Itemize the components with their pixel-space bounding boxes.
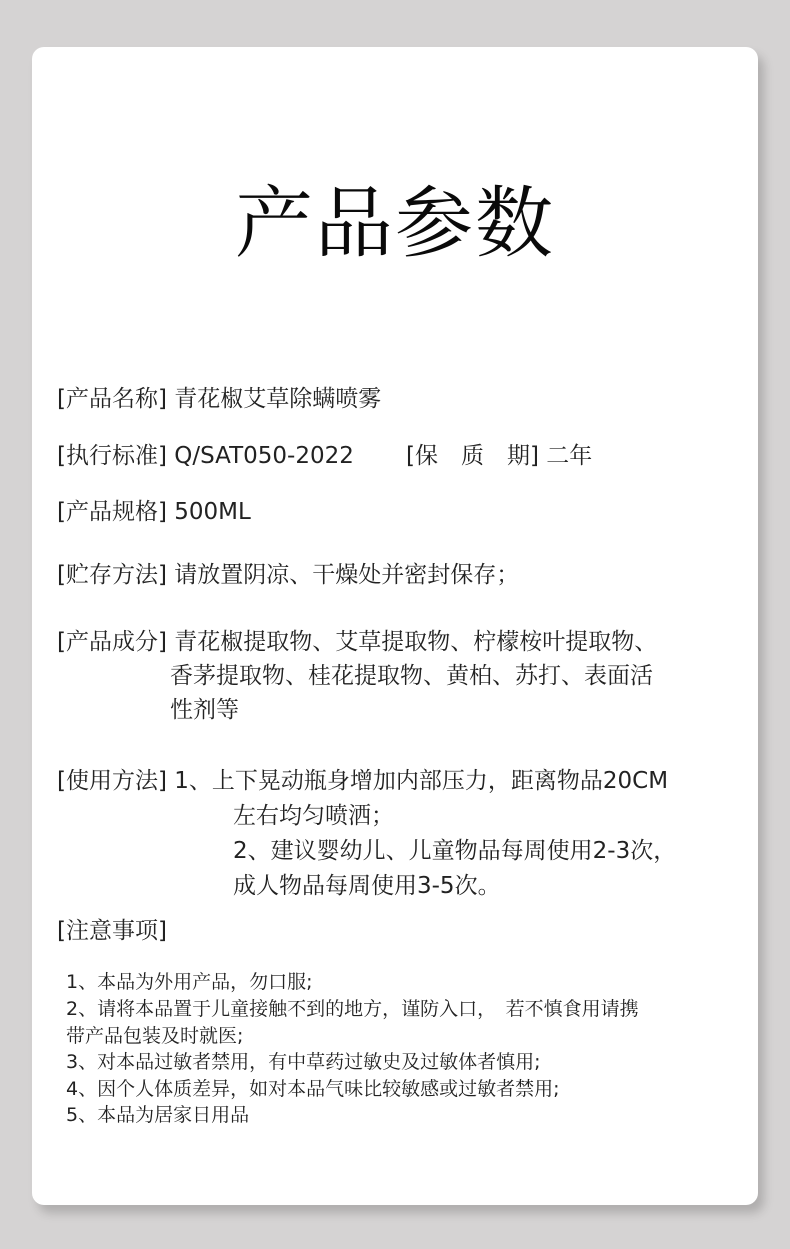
usage-line: 成人物品每周使用3-5次。 xyxy=(233,873,501,899)
page-title: 产品参数 xyxy=(234,179,555,269)
storage-row xyxy=(57,558,519,592)
product-name-row xyxy=(57,382,381,416)
spec-value: 500ML xyxy=(174,499,251,525)
spec-row xyxy=(57,495,251,529)
ingredients-label: [产品成分] xyxy=(57,629,167,655)
spec-label: [产品规格] xyxy=(57,499,167,525)
notes-label: [注意事项] xyxy=(57,918,167,944)
ingredients-line: 香茅提取物、桂花提取物、黄柏、苏打、表面活 xyxy=(170,663,653,689)
shelf-life-label: [保 质 期] xyxy=(406,443,539,469)
standard-value: Q/SAT050-2022 xyxy=(174,443,354,469)
note-item: 3、对本品过敏者禁用，有中草药过敏史及过敏体者慎用; xyxy=(66,1051,541,1073)
product-name-label: [产品名称] xyxy=(57,386,167,412)
shelf-life-row xyxy=(406,439,592,473)
usage-line: 2、建议婴幼儿、儿童物品每周使用2-3次， xyxy=(233,838,677,864)
ingredients-row xyxy=(57,625,657,659)
storage-label: [贮存方法] xyxy=(57,562,167,588)
standard-label: [执行标准] xyxy=(57,443,167,469)
storage-value: 请放置阴凉、干燥处并密封保存； xyxy=(174,562,520,588)
usage-line: 1、上下晃动瓶身增加内部压力，距离物品20CM xyxy=(174,768,669,794)
ingredients-line: 青花椒提取物、艾草提取物、柠檬桉叶提取物、 xyxy=(174,629,658,655)
product-name-value: 青花椒艾草除螨喷雾 xyxy=(174,386,382,412)
standard-row xyxy=(57,439,354,473)
usage-row xyxy=(57,764,668,798)
usage-line: 左右均匀喷洒； xyxy=(233,803,394,829)
usage-label: [使用方法] xyxy=(57,768,167,794)
note-item: 2、请将本品置于儿童接触不到的地方，谨防入口， 若不慎食用请携 xyxy=(66,998,639,1020)
note-item: 4、因个人体质差异，如对本品气味比较敏感或过敏者禁用; xyxy=(66,1078,560,1100)
shelf-life-value: 二年 xyxy=(546,443,593,469)
note-item: 5、本品为居家日用品 xyxy=(66,1104,250,1126)
ingredients-line: 性剂等 xyxy=(170,697,239,723)
note-item: 带产品包装及时就医; xyxy=(66,1025,244,1047)
note-item: 1、本品为外用产品，勿口服; xyxy=(66,971,313,993)
